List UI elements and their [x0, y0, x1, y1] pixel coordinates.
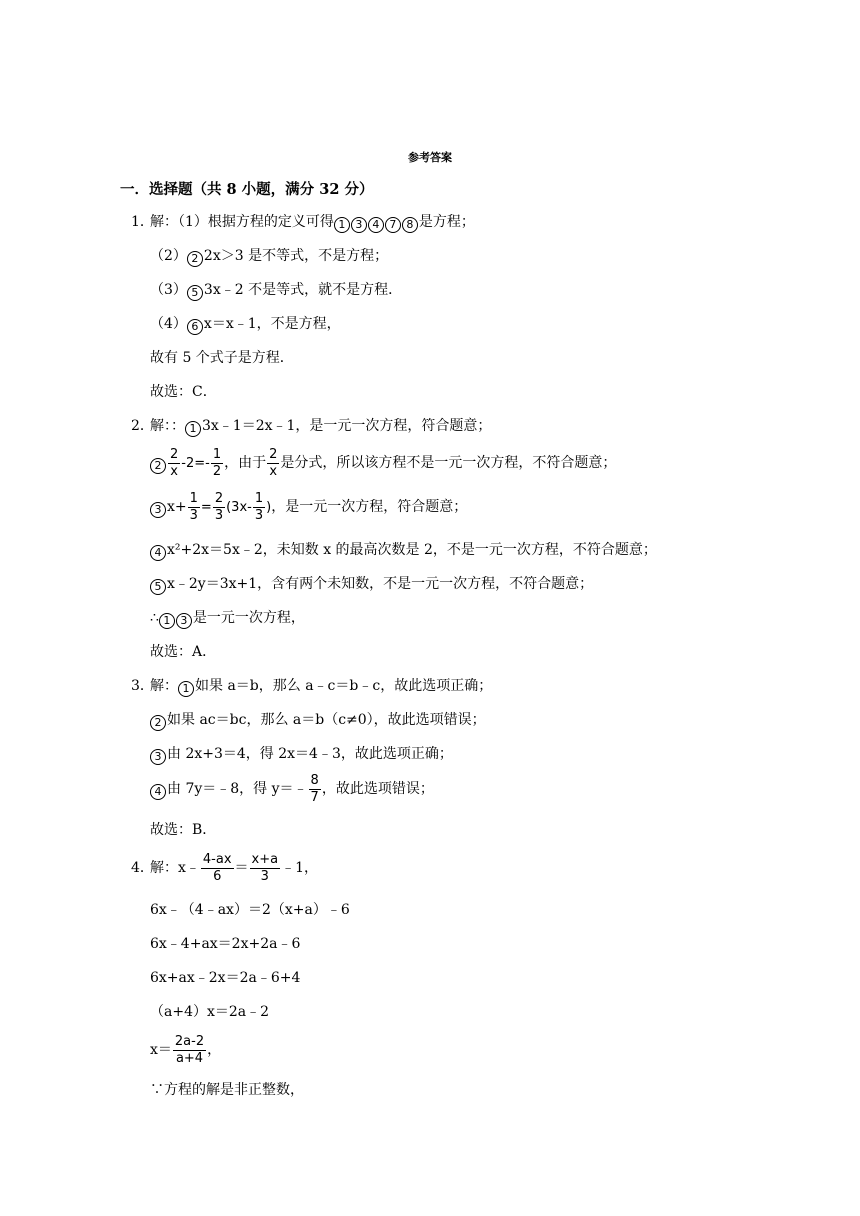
q3-line-2 [150, 710, 486, 731]
q3-l4-text1: 由 7y＝﹣8，得 y＝﹣ [167, 781, 308, 797]
q3-l2-text: 如果 ac＝bc，那么 a＝b（c≠0），故此选项错误； [167, 712, 486, 728]
q2-l1-prefix: 解：： [150, 418, 185, 434]
numerator: 1 [254, 490, 264, 506]
circled-3: 3 [150, 502, 166, 518]
circled-5: 5 [187, 285, 203, 301]
q3-line-4 [150, 772, 434, 806]
numerator: x+a [251, 851, 279, 867]
circled-3: 3 [150, 749, 166, 765]
q4-l1-prefix: 解：x﹣ [150, 860, 200, 876]
q1-l2-text: 2x＞3 是不等式，不是方程； [203, 248, 389, 264]
numerator: 8 [310, 772, 319, 788]
fraction [253, 491, 265, 524]
page-title: 参考答案 [408, 151, 452, 164]
numerator: 1 [189, 490, 198, 506]
q1-l3-text: 3x﹣2 不是等式，就不是方程． [203, 282, 403, 298]
q4-l6-prefix: x＝ [150, 1042, 172, 1058]
q3-answer: 故选：B． [150, 822, 217, 838]
q2-l2-text1: ，由于 [224, 455, 267, 471]
q4-l6-tail: ， [207, 1042, 222, 1058]
q1-answer: 故选：C． [150, 384, 217, 400]
q2-l3-x: x+ [167, 499, 187, 515]
q4-line-3: 6x﹣4+ax＝2x+2a﹣6 [150, 936, 301, 952]
numerator: 2 [214, 490, 224, 506]
circled-4: 4 [150, 784, 166, 800]
q1-l4-text: x＝x﹣1，不是方程， [203, 316, 341, 332]
circled-2: 2 [187, 251, 203, 267]
q2-line-6 [150, 608, 305, 629]
numerator: 2 [170, 446, 179, 462]
circled-2: 2 [150, 458, 166, 474]
denominator: x [269, 463, 278, 479]
circled-3: 3 [351, 217, 367, 233]
q1-number: 1． [131, 214, 154, 230]
fraction [211, 447, 223, 480]
circled-6: 6 [187, 319, 203, 335]
q2-line-4 [150, 540, 657, 561]
q4-line-2: 6x﹣（4﹣ax）＝2（x+a）﹣6 [150, 902, 350, 918]
q4-number: 4． [131, 860, 154, 876]
q2-l4-text: x²+2x＝5x﹣2，未知数 x 的最高次数是 2，不是一元一次方程，不符合题意； [167, 542, 657, 558]
q2-l3-paren: (3x- [226, 500, 252, 515]
q1-line-2 [150, 246, 388, 267]
circled-4: 4 [368, 217, 384, 233]
denominator: 3 [189, 507, 198, 523]
q1-l4-prefix: （4） [150, 316, 187, 332]
fraction [267, 447, 279, 480]
q4-line-7: ∵方程的解是非正整数， [150, 1082, 304, 1098]
q2-l2-mid: -2=- [181, 456, 210, 471]
denominator: 3 [214, 507, 224, 523]
q2-l5-text: x﹣2y＝3x+1，含有两个未知数，不是一元一次方程，不符合题意； [167, 576, 594, 592]
numerator: 1 [212, 446, 222, 462]
q2-line-1 [150, 416, 491, 437]
fraction [213, 491, 225, 524]
q1-line-4 [150, 314, 341, 335]
q3-line-1 [150, 676, 492, 697]
circled-1: 1 [185, 421, 201, 437]
fraction [168, 447, 180, 480]
q2-line-3 [150, 490, 467, 525]
q3-l3-text: 由 2x+3＝4，得 2x＝4﹣3，故此选项正确； [167, 746, 453, 762]
q3-number: 3． [131, 678, 154, 694]
q2-number: 2． [131, 418, 154, 434]
circled-4: 4 [150, 545, 166, 561]
q1-line-1 [150, 212, 475, 233]
fraction [250, 852, 281, 885]
q3-line-3 [150, 744, 453, 765]
q4-line-5: （a+4）x＝2a﹣2 [150, 1004, 270, 1020]
denominator: 7 [310, 789, 319, 805]
numerator: 4-ax [202, 851, 232, 867]
q2-l3-close: ) [266, 500, 272, 515]
circled-5: 5 [150, 579, 166, 595]
q3-l4-text2: ，故此选项错误； [321, 781, 434, 797]
circled-1: 1 [178, 681, 194, 697]
q4-line-1 [150, 848, 318, 888]
circled-8: 8 [402, 217, 418, 233]
denominator: 3 [260, 868, 269, 884]
q1-intro-tail: 是方程； [418, 214, 475, 230]
q1-l3-prefix: （3） [150, 282, 187, 298]
q3-l1-prefix: 解： [150, 678, 178, 694]
q2-line-5 [150, 574, 593, 595]
numerator: 2a-2 [174, 1033, 205, 1049]
q2-l3-eq: = [200, 500, 212, 515]
section-heading: 一．选择题（共 8 小题，满分 32 分） [120, 181, 374, 198]
circled-7: 7 [385, 217, 401, 233]
therefore-symbol: ∴ [150, 610, 159, 626]
fraction [201, 852, 234, 885]
q1-intro: 解：（1）根据方程的定义可得 [150, 214, 334, 230]
q2-line-2 [150, 446, 616, 481]
q4-l1-eq: ＝ [234, 860, 249, 876]
q1-line-3 [150, 280, 402, 301]
circled-3: 3 [176, 613, 192, 629]
q2-l2-text2: 是分式，所以该方程不是一元一次方程，不符合题意； [280, 455, 617, 471]
circled-2: 2 [150, 715, 166, 731]
q4-line-4: 6x+ax﹣2x＝2a﹣6+4 [150, 970, 301, 986]
denominator: x [170, 463, 178, 479]
q3-l1-text: 如果 a＝b，那么 a﹣c＝b﹣c，故此选项正确； [195, 678, 493, 694]
fraction [173, 1034, 206, 1067]
q2-l1-text: 3x﹣1＝2x﹣1，是一元一次方程，符合题意； [202, 418, 492, 434]
circled-1: 1 [334, 217, 350, 233]
denominator: 3 [254, 507, 264, 523]
q4-line-6 [150, 1030, 221, 1070]
denominator: 6 [213, 868, 222, 884]
denominator: 2 [212, 463, 222, 479]
circled-1: 1 [159, 613, 175, 629]
q1-conclusion: 故有 5 个式子是方程． [150, 350, 294, 366]
q2-answer: 故选：A． [150, 644, 217, 660]
numerator: 2 [269, 446, 278, 462]
q2-l3-text: ，是一元一次方程，符合题意； [271, 499, 468, 515]
q1-l2-prefix: （2） [150, 248, 187, 264]
denominator: a+4 [175, 1050, 204, 1066]
q2-l6-text: 是一元一次方程， [192, 610, 305, 626]
fraction [309, 773, 321, 806]
q4-l1-tail: ﹣1， [281, 860, 319, 876]
fraction [188, 491, 200, 524]
